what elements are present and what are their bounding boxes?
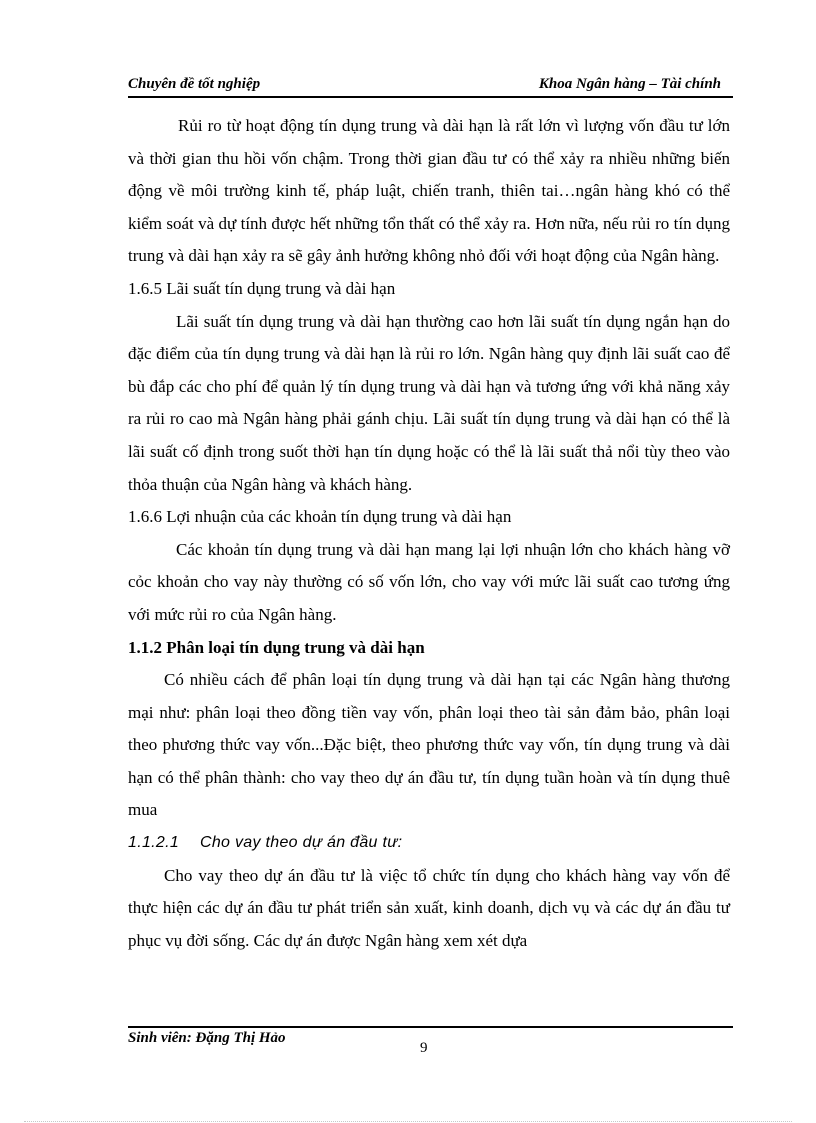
document-body [128,110,730,957]
heading-1-1-2: 1.1.2 Phân loại tín dụng trung và dài hạn [128,637,425,657]
heading-1-6-6: 1.6.6 Lợi nhuận của các khoản tín dụng trung và dài hạn [128,507,512,527]
paragraph-classification: Có nhiều cách để phân loại tín dụng trung và dài hạn tại các Ngân hàng thương mại như: phân loại theo đồng tiền vay vốn, phân loại theo tài sản đảm bảo, phân loại theo phương thức vay vốn...Đặc biệt, theo phương thức vay vốn, tín dụng trung và dài hạn có thể phân thành: cho vay theo dự án đầu tư, tín dụng tuần hoàn và tín dụng thuê mua [128,670,730,820]
header-right-title: Khoa Ngân hàng – Tài chính [538,76,721,92]
paragraph-interest-rate: Lãi suất tín dụng trung và dài hạn thường cao hơn lãi suất tín dụng ngắn hạn do đặc điểm của tín dụng trung và dài hạn là rủi ro lớn. Ngân hàng quy định lãi suất cao để bù đắp các cho phí để quản lý tín dụng trung và dài hạn và tương ứng với khả năng xảy ra rủi ro cao mà Ngân hàng phải gánh chịu. Lãi suất tín dụng trung và dài hạn có thể là lãi suất cố định trong suốt thời hạn tín dụng hoặc có thể là lãi suất thả nổi tùy theo vào thỏa thuận của Ngân hàng và khách hàng. [128,311,730,494]
footer-student: Sinh viên: Đặng Thị Hảo [128,1030,286,1046]
page-number: 9 [420,1040,428,1056]
heading-1-1-2-1-title: Cho vay theo dự án đầu tư: [200,834,403,852]
paragraph-project-lending: Cho vay theo dự án đầu tư là việc tổ chức tín dụng cho khách hàng vay vốn để thực hiện các dự án đầu tư phát triển sản xuất, kinh doanh, dịch vụ và các dự án đầu tư phục vụ đời sống. Các dự án được Ngân hàng xem xét dựa [128,865,730,950]
paragraph-profit: Các khoản tín dụng trung và dài hạn mang lại lợi nhuận lớn cho khách hàng vỡ cỏc khoản cho vay này thường có số vốn lớn, cho vay với mức lãi suất cao tương ứng với mức rủi ro của Ngân hàng. [128,539,730,624]
footer-rule [128,1026,733,1028]
page-header [128,76,733,96]
heading-1-1-2-1-number: 1.1.2.1 [128,834,180,852]
heading-1-1-2-1 [128,827,730,860]
header-rule [128,96,733,98]
heading-1-6-5: 1.6.5 Lãi suất tín dụng trung và dài hạn [128,278,396,298]
page-bottom-dotted-line [24,1121,792,1122]
header-left-title: Chuyên đề tốt nghiệp [128,76,261,92]
paragraph-risk: Rủi ro từ hoạt động tín dụng trung và dài hạn là rất lớn vì lượng vốn đầu tư lớn và thời gian thu hồi vốn chậm. Trong thời gian đầu tư có thể xảy ra nhiều những biến động về môi trường kinh tế, pháp luật, chiến tranh, thiên tai…ngân hàng khó có thể kiểm soát và dự tính được hết những tổn thất có thể xảy ra. Hơn nữa, nếu rủi ro tín dụng trung và dài hạn xảy ra sẽ gây ảnh hưởng không nhỏ đối với hoạt động của Ngân hàng. [128,116,730,266]
